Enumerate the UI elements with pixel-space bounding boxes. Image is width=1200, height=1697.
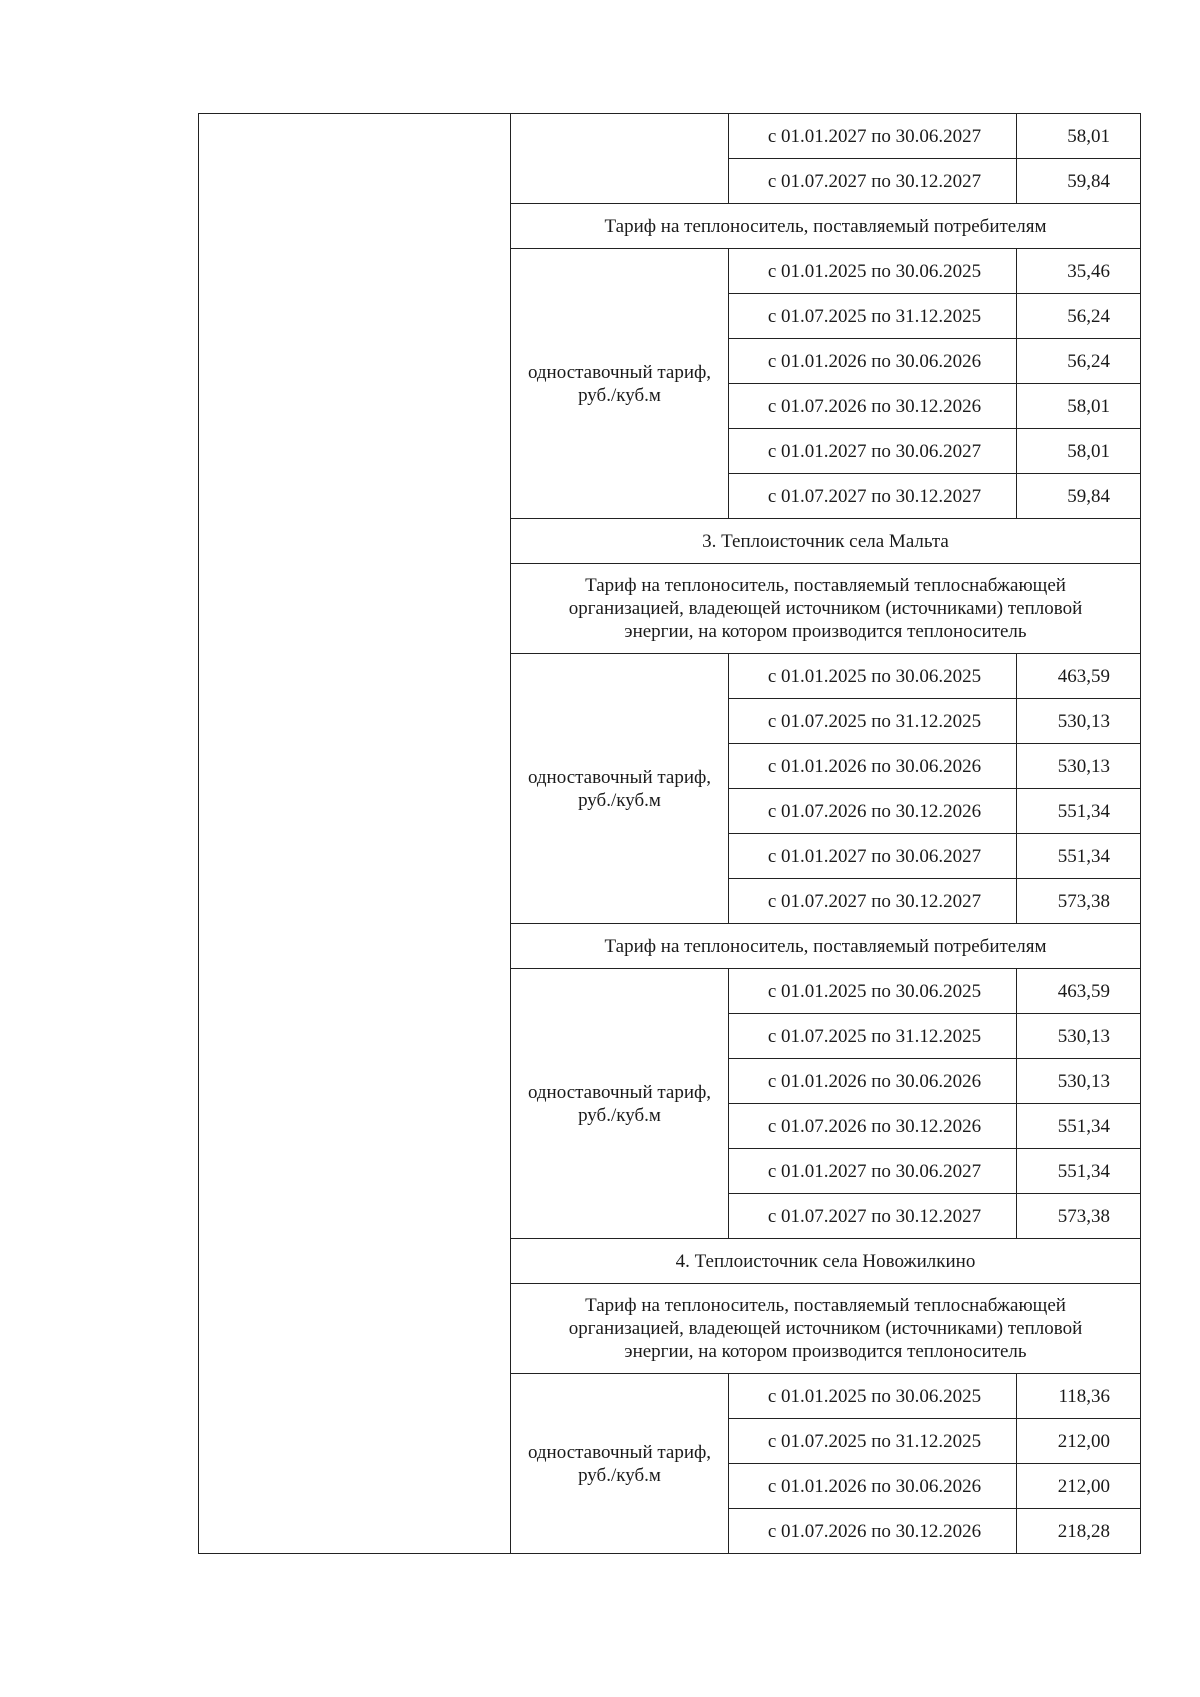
period-cell: с 01.07.2025 по 31.12.2025 [729, 1419, 1017, 1464]
tariff-table [198, 113, 1141, 1554]
value-cell: 218,28 [1017, 1509, 1141, 1554]
period-cell: с 01.07.2027 по 30.12.2027 [729, 474, 1017, 519]
value-cell: 530,13 [1017, 699, 1141, 744]
table-row [199, 114, 1141, 159]
period-cell: с 01.01.2025 по 30.06.2025 [729, 1374, 1017, 1419]
rate-label-cell: одноставочный тариф, руб./куб.м [511, 654, 729, 924]
period-cell: с 01.07.2025 по 31.12.2025 [729, 699, 1017, 744]
rate-label-cell: одноставочный тариф, руб./куб.м [511, 969, 729, 1239]
period-cell: с 01.01.2027 по 30.06.2027 [729, 114, 1017, 159]
value-cell: 58,01 [1017, 429, 1141, 474]
value-cell: 58,01 [1017, 384, 1141, 429]
value-cell: 530,13 [1017, 1059, 1141, 1104]
value-cell: 118,36 [1017, 1374, 1141, 1419]
period-cell: с 01.07.2027 по 30.12.2027 [729, 879, 1017, 924]
value-cell: 463,59 [1017, 654, 1141, 699]
period-cell: с 01.01.2026 по 30.06.2026 [729, 339, 1017, 384]
period-cell: с 01.07.2025 по 31.12.2025 [729, 294, 1017, 339]
period-cell: с 01.01.2027 по 30.06.2027 [729, 1149, 1017, 1194]
source-title: 4. Теплоисточник села Новожилкино [511, 1239, 1141, 1284]
period-cell: с 01.07.2026 по 30.12.2026 [729, 384, 1017, 429]
value-cell: 530,13 [1017, 744, 1141, 789]
period-cell: с 01.07.2026 по 30.12.2026 [729, 1104, 1017, 1149]
period-cell: с 01.07.2027 по 30.12.2027 [729, 159, 1017, 204]
value-cell: 530,13 [1017, 1014, 1141, 1059]
period-cell: с 01.01.2026 по 30.06.2026 [729, 744, 1017, 789]
rate-label-cell: одноставочный тариф, руб./куб.м [511, 249, 729, 519]
value-cell: 551,34 [1017, 1104, 1141, 1149]
tariff-title: Тариф на теплоноситель, поставляемый потребителям [511, 204, 1141, 249]
source-title: 3. Теплоисточник села Мальта [511, 519, 1141, 564]
period-cell: с 01.01.2027 по 30.06.2027 [729, 834, 1017, 879]
value-cell: 59,84 [1017, 474, 1141, 519]
period-cell: с 01.07.2027 по 30.12.2027 [729, 1194, 1017, 1239]
value-cell: 56,24 [1017, 339, 1141, 384]
value-cell: 212,00 [1017, 1419, 1141, 1464]
tariff-title: Тариф на теплоноситель, поставляемый потребителям [511, 924, 1141, 969]
value-cell: 551,34 [1017, 789, 1141, 834]
tariff-title: Тариф на теплоноситель, поставляемый теплоснабжающей организацией, владеющей источником (источниками) тепловой энергии, на котором производится теплоноситель [511, 1284, 1141, 1374]
value-cell: 573,38 [1017, 1194, 1141, 1239]
value-cell: 56,24 [1017, 294, 1141, 339]
value-cell: 59,84 [1017, 159, 1141, 204]
period-cell: с 01.07.2026 по 30.12.2026 [729, 1509, 1017, 1554]
value-cell: 573,38 [1017, 879, 1141, 924]
rate-label-cell: одноставочный тариф, руб./куб.м [511, 1374, 729, 1554]
tariff-table-body [199, 114, 1141, 1554]
value-cell: 35,46 [1017, 249, 1141, 294]
value-cell: 551,34 [1017, 1149, 1141, 1194]
value-cell: 212,00 [1017, 1464, 1141, 1509]
period-cell: с 01.01.2025 по 30.06.2025 [729, 654, 1017, 699]
period-cell: с 01.01.2025 по 30.06.2025 [729, 249, 1017, 294]
period-cell: с 01.01.2026 по 30.06.2026 [729, 1059, 1017, 1104]
period-cell: с 01.01.2027 по 30.06.2027 [729, 429, 1017, 474]
period-cell: с 01.07.2025 по 31.12.2025 [729, 1014, 1017, 1059]
value-cell: 551,34 [1017, 834, 1141, 879]
value-cell: 463,59 [1017, 969, 1141, 1014]
value-cell: 58,01 [1017, 114, 1141, 159]
period-cell: с 01.01.2026 по 30.06.2026 [729, 1464, 1017, 1509]
period-cell: с 01.07.2026 по 30.12.2026 [729, 789, 1017, 834]
rate-label-cell [511, 114, 729, 204]
tariff-title: Тариф на теплоноситель, поставляемый теплоснабжающей организацией, владеющей источником (источниками) тепловой энергии, на котором производится теплоноситель [511, 564, 1141, 654]
left-blank-column [199, 114, 511, 1554]
period-cell: с 01.01.2025 по 30.06.2025 [729, 969, 1017, 1014]
